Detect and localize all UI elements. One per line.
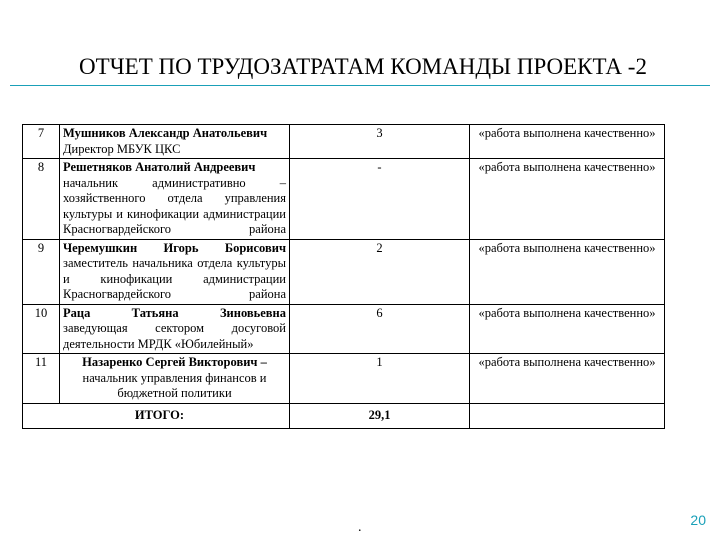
evaluation-text: «работа выполнена качественно» [470, 354, 665, 404]
total-empty-cell [470, 403, 665, 428]
person-position: начальник административно – хозяйственного отдела управления культуры и кинофикации администрации Красногвардейского района [63, 175, 286, 236]
evaluation-text: «работа выполнена качественно» [470, 239, 665, 304]
person-name: Решетняков Анатолий Андреевич [63, 160, 256, 174]
evaluation-text: «работа выполнена качественно» [470, 125, 665, 159]
page-title: ОТЧЕТ ПО ТРУДОЗАТРАТАМ КОМАНДЫ ПРОЕКТА -2 [79, 54, 647, 79]
evaluation-text: «работа выполнена качественно» [470, 159, 665, 240]
person-cell [60, 125, 290, 159]
total-row [23, 403, 665, 428]
person-name: Раца Татьяна Зиновьевна [63, 305, 286, 320]
person-position: заведующая сектором досуговой деятельности МРДК «Юбилейный» [63, 321, 286, 351]
table-row [23, 239, 665, 304]
person-cell [60, 354, 290, 404]
person-position: заместитель начальника отдела культуры и кинофикации администрации Красногвардейского района [63, 256, 286, 301]
table-row [23, 354, 665, 404]
footer-dot: . [358, 520, 362, 535]
hours-value: 3 [290, 125, 470, 159]
row-number: 8 [23, 159, 60, 240]
table-row [23, 304, 665, 354]
row-number: 9 [23, 239, 60, 304]
total-label: ИТОГО: [23, 403, 290, 428]
title-divider [10, 85, 710, 86]
row-number: 7 [23, 125, 60, 159]
total-value: 29,1 [290, 403, 470, 428]
evaluation-text: «работа выполнена качественно» [470, 304, 665, 354]
labor-cost-table [22, 124, 665, 429]
person-name: Черемушкин Игорь Борисович [63, 240, 286, 255]
table-row [23, 159, 665, 240]
page-number: 20 [690, 512, 706, 528]
row-number: 10 [23, 304, 60, 354]
person-name: Назаренко Сергей Викторович – [82, 355, 267, 369]
person-position: начальник управления финансов и бюджетной политики [82, 370, 267, 400]
person-cell [60, 159, 290, 240]
hours-value: - [290, 159, 470, 240]
person-cell [60, 239, 290, 304]
row-number: 11 [23, 354, 60, 404]
person-name: Мушников Александр Анатольевич [63, 126, 268, 140]
hours-value: 2 [290, 239, 470, 304]
person-cell [60, 304, 290, 354]
hours-value: 6 [290, 304, 470, 354]
hours-value: 1 [290, 354, 470, 404]
table-row [23, 125, 665, 159]
person-position: Директор МБУК ЦКС [63, 141, 181, 156]
